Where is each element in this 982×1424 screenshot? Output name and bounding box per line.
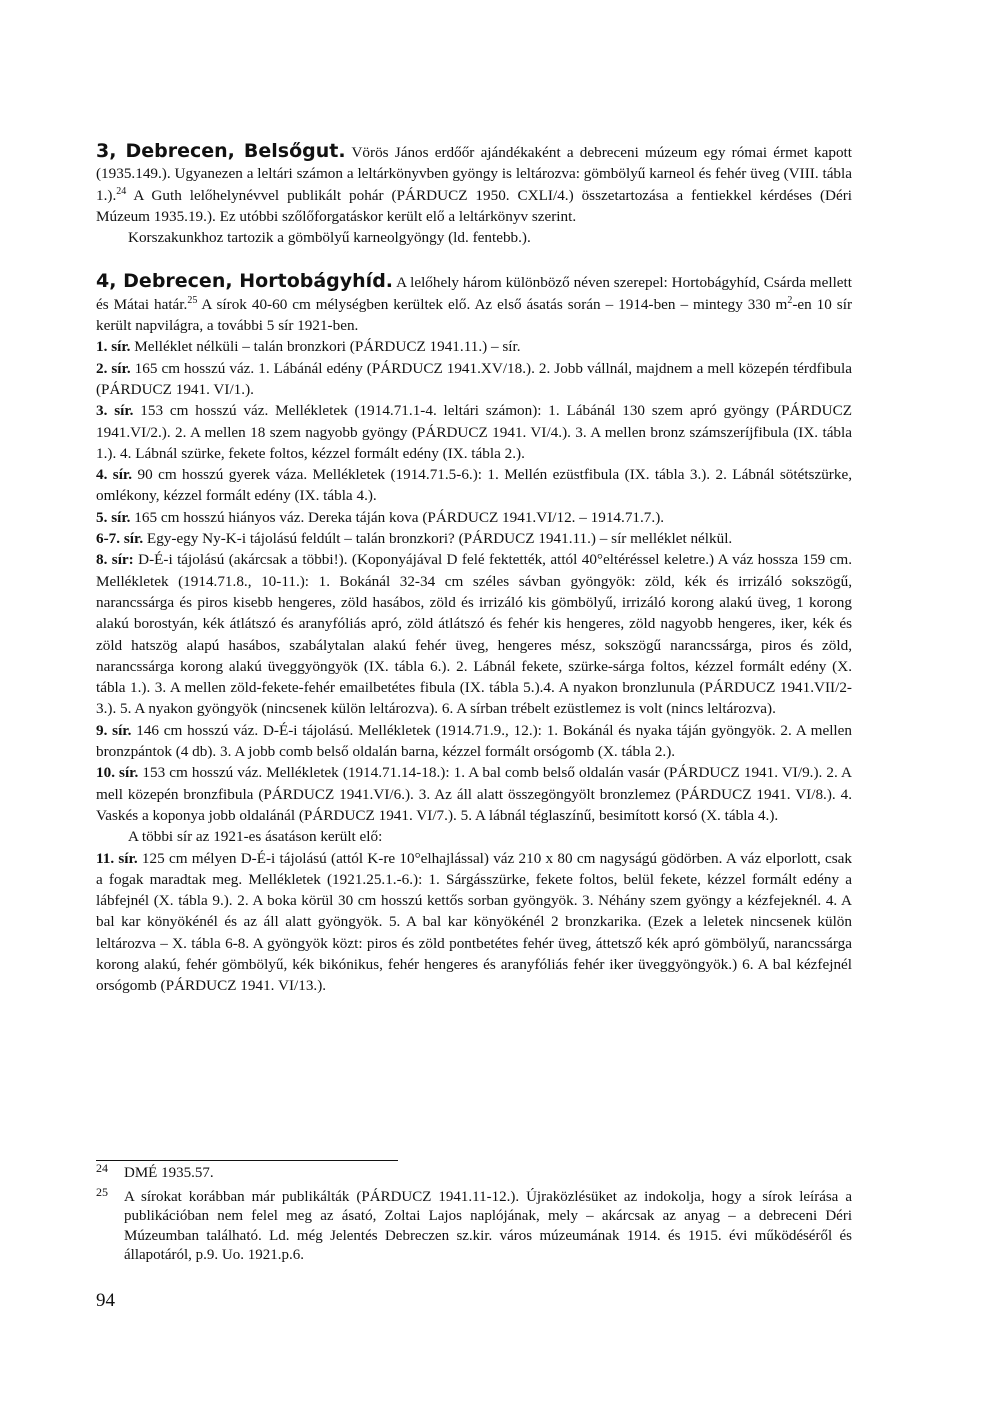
entry-4-text-a: A lelőhely három különböző néven szerepel: Hortobágyhíd, Csárda mellett és Mátai határ.	[96, 274, 852, 313]
grave-text: 153 cm hosszú váz. Mellékletek (1914.71.14-18.): 1. A bal comb belső oldalán vasár (PÁRDUCZ 1941. VI/9.). 2. A mell közepén bronzfibula (PÁRDUCZ 1941.VI/6.). 3. Az áll alatt összegöngyölt bronzlemez (PÁRDUCZ 1941. VI/8.). 4. Vaskés a koponya jobb oldalánál (PÁRDUCZ 1941. VI/7.). 5. A lábnál téglaszínű, besimított korsó (X. tábla 4.).	[96, 764, 852, 824]
grave-number: 2. sír.	[96, 359, 131, 377]
footnote-text: DMÉ 1935.57.	[124, 1165, 214, 1181]
grave-number: 3. sír.	[96, 402, 134, 420]
grave-entry	[96, 464, 852, 507]
grave-text: 125 cm mélyen D-É-i tájolású (attól K-re 10°elhajlással) váz 210 x 80 cm nagyságú gödörben. A váz elporlott, csak a fogak maradtak meg. Mellékletek (1921.25.1.-6.): 1. Sárgásszürke, fekete foltos, belül fekete, kézzel formált edény a lábfejnél (X. tábla 9.). 2. A boka körül 30 cm hosszú kettős sorban gyöngyök. 3. Néhány szem gyöngy a kézfejeknél. 4. A bal kar könyökénél és az áll alatt gyöngyök. 5. A bal kar könyökénél 2 bronzkarika. (Ezek a leletek nincsenek külön leltározva – X. tábla 6-8. A gyöngyök közt: piros és zöld pontbetétes fehér üveg, áttetsző kék apró gömbölyű, narancssárga korong alakú, fehér gömbölyű, kék bikónikus, fehér hengeres és aranyfóliás fehér iker üveggyöngyök.) 6. A bal kézfejnél orsógomb (PÁRDUCZ 1941. VI/13.).	[96, 849, 853, 995]
entry-4-heading: 4, Debrecen, Hortobágyhíd.	[96, 270, 394, 293]
grave-text: 165 cm hosszú hiányos váz. Dereka táján kova (PÁRDUCZ 1941.VI/12. – 1914.71.7.).	[130, 508, 665, 526]
grave-entry	[96, 358, 852, 401]
grave-entry	[96, 507, 852, 528]
grave-text: 165 cm hosszú váz. 1. Lábánál edény (PÁRDUCZ 1941.XV/18.). 2. Jobb vállnál, majdnem a mell közepén térdfibula (PÁRDUCZ 1941. VI/1.).	[96, 359, 852, 398]
grave-entry-11	[96, 848, 852, 997]
grave-entry	[96, 549, 852, 719]
grave-entry	[96, 720, 852, 763]
grave-text: 146 cm hosszú váz. D-É-i tájolású. Mellékletek (1914.71.9., 12.): 1. Bokánál és nyaka táján gyöngyök. 2. A mellen bronzpántok (4 db). 3. A jobb comb belső oldalán barna, kézzel formált orsógomb (X. tábla 2.).	[96, 721, 852, 761]
footnote-25	[96, 1184, 852, 1266]
grave-entry	[96, 400, 852, 464]
page-number: 94	[96, 1290, 115, 1311]
footnote-ref-24[interactable]: 24	[116, 185, 127, 197]
grave-number: 11. sír.	[96, 849, 138, 867]
grave-number: 8. sír:	[96, 551, 134, 569]
entry-3-note: Korszakunkhoz tartozik a gömbölyű karneolgyöngy (ld. fentebb.).	[128, 229, 531, 247]
footnote-mark: 25	[96, 1184, 108, 1199]
section-gap	[96, 248, 852, 271]
grave-number: 4. sír.	[96, 466, 133, 484]
footnote-ref-25[interactable]: 25	[187, 294, 198, 306]
grave-number: 1. sír.	[96, 338, 131, 356]
grave-text: 153 cm hosszú váz. Mellékletek (1914.71.1-4. leltári számon): 1. Lábánál 130 szem apró gyöngy (PÁRDUCZ 1941.VI/2.). 2. A mellen 18 szem nagyobb gyöngy (PÁRDUCZ 1941. VI/4.). 3. A mellen bronz számszeríjfibula (IX. tábla 1.). 4. Lábnál szürke, fekete foltos, kézzel formált edény (IX. tábla 2.).	[96, 402, 852, 462]
square-superscript: 2	[787, 294, 793, 306]
grave-number: 9. sír.	[96, 721, 132, 739]
grave-number: 10. sír.	[96, 764, 139, 782]
entry-3-paragraph	[96, 141, 852, 227]
entry-3-text-b: A Guth lelőhelynévvel publikált pohár (PÁRDUCZ 1950. CXLI/4.) összetartozása a fentiekkel kérdéses (Déri Múzeum 1935.19.). Ez utóbbi szőlőforgatáskor került elő a leltárkönyv szerint.	[96, 186, 852, 225]
entry-4-paragraph	[96, 271, 852, 336]
footnote-24	[96, 1161, 852, 1184]
entry-3-heading: 3, Debrecen, Belsőgut.	[96, 140, 346, 162]
grave-entry	[96, 762, 852, 826]
footnote-divider	[96, 1160, 398, 1161]
later-graves-intro: A többi sír az 1921-es ásatáson került elő:	[128, 828, 383, 846]
grave-entry	[96, 528, 852, 549]
grave-number: 5. sír.	[96, 508, 131, 526]
main-text	[96, 141, 852, 997]
grave-text: 90 cm hosszú gyerek váza. Mellékletek (1914.71.5-6.): 1. Mellén ezüstfibula (IX. tábla 3.). 2. Lábnál sötétszürke, omlékony, kézzel formált edény (IX. tábla 4.).	[96, 466, 852, 505]
footnotes	[96, 1161, 852, 1270]
entry-4-text-b: A sírok 40-60 cm mélységben kerültek elő. Az első ásatás során – 1914-ben – mintegy 330 m	[197, 295, 788, 313]
grave-entry	[96, 336, 852, 357]
entry-4-text-c: -en 10 sír került napvilágra, a további 5 sír 1921-ben.	[96, 295, 852, 335]
entry-3-text-a: Vörös János erdőőr ajándékaként a debreceni múzeum egy római érmet kapott (1935.149.). Ugyanezen a leltári számon a leltárkönyvben gyöngy is leltározva: gömbölyű karneol és fehér üveg (VIII. tábla 1.).	[96, 144, 852, 204]
footnote-text: A sírokat korábban már publikálták (PÁRDUCZ 1941.11-12.). Újraközlésüket az indokolja, hogy a sírok leírása a publikációban nem felel meg az ásató, Zoltai Lajos naplójának, mely – akárcsak az anyag – a debreceni Déri Múzeumban található. Ld. még Jelentés Debreczen sz.kir. város múzeumának 1914. és 1915. évi működéséről és állapotáról, p.9. Uo. 1921.p.6.	[124, 1188, 852, 1264]
footnote-mark: 24	[96, 1161, 108, 1175]
grave-text: D-É-i tájolású (akárcsak a többi!). (Koponyájával D felé fektették, attól 40°eltéréssel keletre.) A váz hossza 159 cm. Mellékletek (1914.71.8., 10-11.): 1. Bokánál 32-34 cm széles sávban gyöngyök: zöld, kék és irrizáló sokszögű, narancssárga és piros kisebb hengeres, zöld hasábos, zöld és irrizáló kis gömbölyű, irrizáló korong alakú üveg, 1 korong alakú borostyán, kék átlátszó és aranyfóliás apró, zöld átlátszó és fehér kis hengeres, zöld nagyobb hengeres, iker, kék és zöld hatszög alapú hasábos, szabálytalan alakú fehér üveg, hengeres mész, sokszögű narancssárga, piros és zöld, narancssárga korong alakú üveggyöngyök (IX. tábla 6.). 2. Lábnál fekete, szürke-sárga foltos, kézzel formált edény (X. tábla 1.). 3. A mellen zöld-fekete-fehér emailbetétes fibula (IX. tábla 5.).4. A nyakon bronzlunula (PÁRDUCZ 1941.VII/2-3.). 5. A nyakon gyöngyök (nincsenek külön leltározva). 6. A sírban trébelt ezüstlemez is volt (nincs leltározva).	[96, 551, 852, 718]
grave-text: Melléklet nélküli – talán bronzkori (PÁRDUCZ 1941.11.) – sír.	[130, 338, 521, 356]
grave-number: 6-7. sír.	[96, 530, 144, 548]
grave-text: Egy-egy Ny-K-i tájolású feldúlt – talán bronzkori? (PÁRDUCZ 1941.11.) – sír melléklet nélkül.	[143, 530, 733, 548]
